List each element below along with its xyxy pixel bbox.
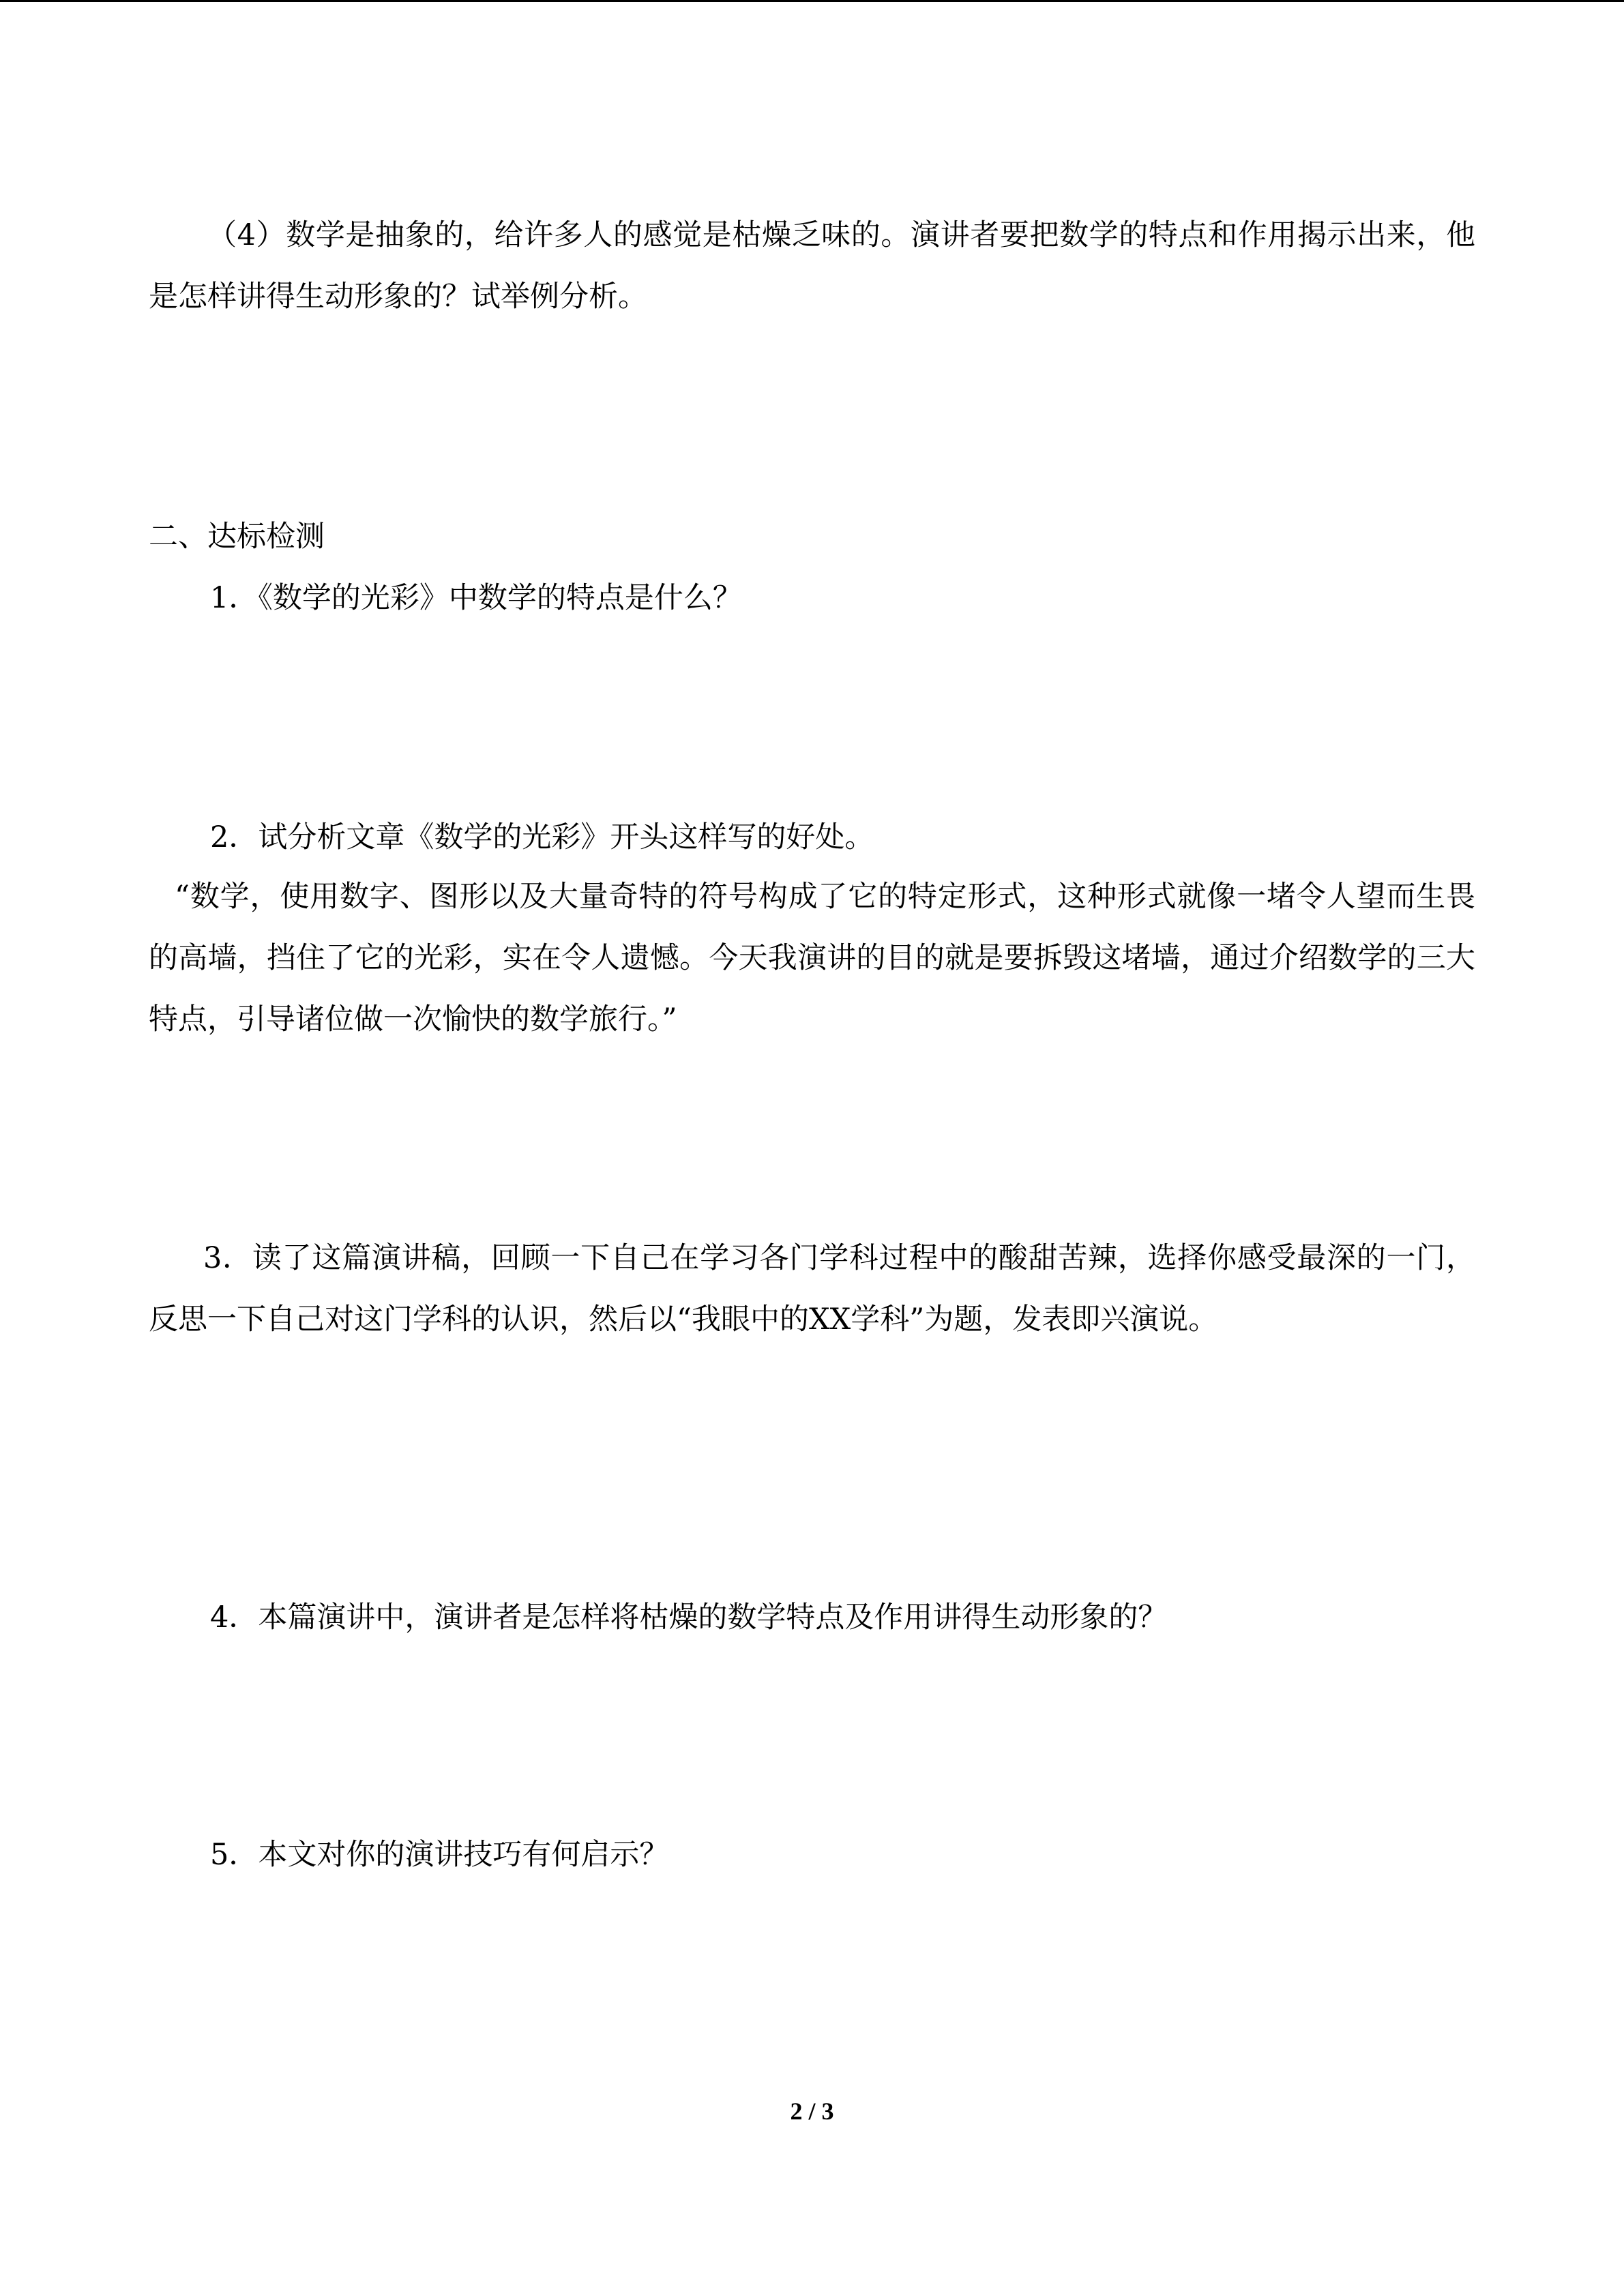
page-number: 2 / 3 (790, 2098, 834, 2125)
question-4: 4．本篇演讲中，演讲者是怎样将枯燥的数学特点及作用讲得生动形象的？ (210, 1600, 1168, 1635)
question-2-quote: “数学，使用数字、图形以及大量奇特的符号构成了它的特定形式，这种形式就像一堵令人望而生畏的高墙，挡住了它的光彩，实在令人遗憾。今天我演讲的目的就是要拆毁这堵墙，通过介绍数学的三大特点，引导诸位做一次愉快的数学旅行。” (149, 880, 1475, 1037)
question-5: 5．本文对你的演讲技巧有何启示？ (210, 1838, 669, 1872)
question-1: 1．《数学的光彩》中数学的特点是什么？ (210, 581, 742, 615)
question-2: 2．试分析文章《数学的光彩》开头这样写的好处。 (210, 820, 874, 854)
section-heading: 二、达标检测 (149, 520, 325, 554)
top-border-line (0, 0, 1624, 2)
question-3: 3．读了这篇演讲稿，回顾一下自己在学习各门学科过程中的酸甜苦辣，选择你感受最深的一门，反思一下自己对这门学科的认识，然后以“我眼中的XX学科”为题，发表即兴演说。 (149, 1241, 1475, 1337)
question-4-prev: （4）数学是抽象的，给许多人的感觉是枯燥乏味的。演讲者要把数学的特点和作用揭示出来，他是怎样讲得生动形象的？试举例分析。 (149, 218, 1475, 314)
